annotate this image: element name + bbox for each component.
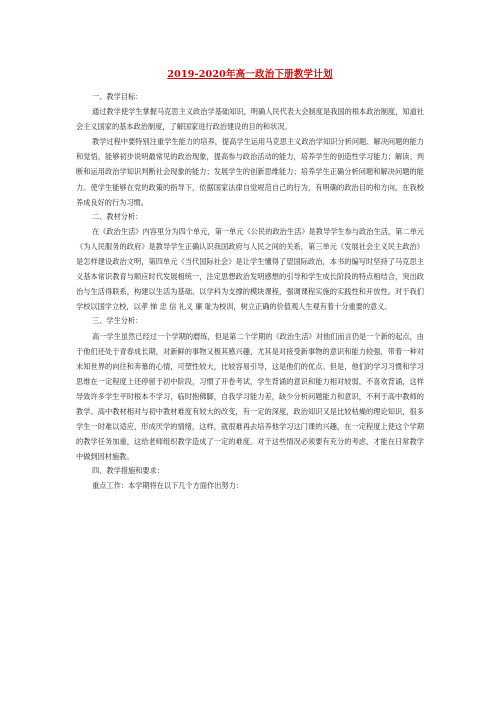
- section-heading-textbook: 二、教材分析：: [92, 211, 143, 221]
- section-heading-students: 三、学生分析：: [92, 316, 143, 326]
- paragraph: 高一学生虽然已经过一个学期的磨练，但是第二个学期的《政治生活》对他们而言仍是一个新的起点，由于他们还处于青春成长期，对新鲜的事物又极其感兴趣，尤其是对接受新事物的意识和能力较强，带着一种对未知世界的向往和奔慕的心情，可塑性较大，比较容易引导，这是他们的优点。但是，他们的学习习惯和学习思维在一定程度上还停留于初中阶段，习惯了开卷考试，学生背诵的意识和能力相对较弱，不喜欢背诵，这样导致许多学生平时根本不学习，临时抱佛脚，自我学习能力差，缺少分析问题能力和意识，不利于高中教师的教学。高中教材相对与初中教材难度有较大的改变，有一定的深度，政治知识又是比较枯燥的理论知识，很多学生一时难以适应，形成厌学的情绪，这样，就很难再去培养他学习这门课的兴趣，在一定程度上使这个学期的教学任务加重，这给老师组织教学造成了一定的难度。对于这些情况必须要有充分的考虑，才能在日常教学中做到因材施教。: [76, 331, 424, 462]
- paragraph: 重点工作：本学期将在以下几个方面作出努力：: [92, 481, 243, 491]
- paragraph: 通过教学使学生掌握马克思主义政治学基础知识，明确人民代表大会制度是我国的根本政治制度，知道社会主义国家的基本政治制度，了解国家进行政治建设的目的和状况。: [76, 107, 424, 132]
- section-heading-measures: 四、教学措施和要求：: [92, 466, 164, 476]
- document-title: 2019-2020年高一政治下册教学计划: [167, 69, 333, 80]
- paragraph: 教学过程中要特别注重学生能力的培养，提高学生运用马克思主义政治学知识分析问题、解决问题的能力和觉悟，能够初步说明最常见的政治现象，提高参与政治活动的能力，培养学生的创造性学习能力；解读、判断和运用政治学知识判断社会现象的能力；发展学生的创新思维能力；培养学生正确分析问题和解决问题的能力。使学生能够在党的政策的指导下，依据国家法律自觉规范自己的行为，有明确的政治目的和方向，在我校养成良好的行为习惯。: [76, 137, 424, 207]
- paragraph: 在《政治生活》内容里分为四个单元，第一单元《公民的政治生活》是教导学生参与政治生活，第二单元《为人民服务的政府》是教导学生正确认识我国政府与人民之间的关系，第三单元《发展社会主义民主政治》是怎样建设政治文明，第四单元《当代国际社会》是让学生懂得了望国际政治，本书的编写时坚持了马克思主义基本常识教育与顺应时代发展相统一，注定思想政治发明感想的引导和学生成长阶段的特点相结合，突出政治与生活得联系，构建以生活为基础、以学科为支撑的模块课程，强调课程实施的实践性和开放性。对于我们学校以国学立校，以孝 悌 忠 信 礼义 廉 耻为校训，树立正确的价值观人生观有着十分重要的意义。: [76, 226, 424, 312]
- section-heading-goals: 一、教学目标：: [92, 92, 143, 101]
